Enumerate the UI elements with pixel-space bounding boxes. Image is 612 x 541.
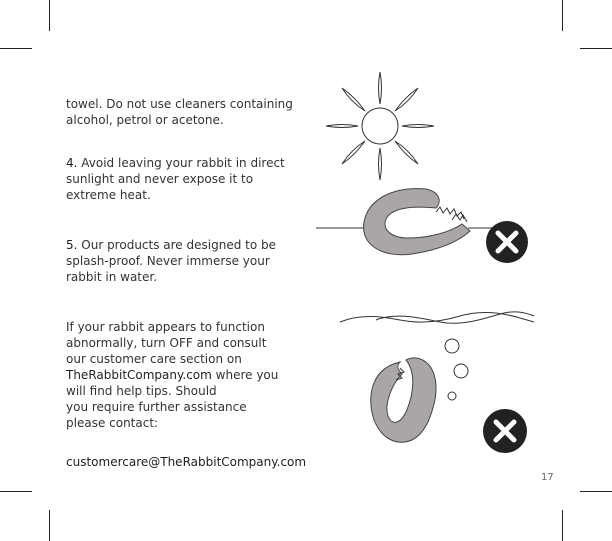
contact-email[interactable]: customercare@TheRabbitCompany.com	[66, 455, 307, 469]
crop-mark	[0, 491, 32, 492]
water-warning-line: splash-proof. Never immerse your	[66, 254, 270, 268]
water-warning-line	[66, 237, 276, 253]
sunlight-warning-text: Avoid leaving your rabbit in direct	[77, 156, 285, 170]
crop-mark	[49, 0, 50, 31]
support-text-line	[66, 367, 278, 383]
care-text-line: towel. Do not use cleaners containing	[66, 97, 293, 111]
support-text-line: If your rabbit appears to function	[66, 320, 265, 334]
crop-mark	[562, 0, 563, 31]
support-text-line: you require further assistance	[66, 400, 247, 414]
water-warning-line: rabbit in water.	[66, 270, 158, 284]
crop-mark	[562, 510, 563, 541]
crop-mark	[0, 48, 32, 49]
sunlight-warning-line	[66, 155, 285, 171]
care-text-line: alcohol, petrol or acetone.	[66, 113, 224, 127]
step-number: 5.	[66, 238, 78, 252]
page-number: 17	[541, 472, 554, 483]
website-link[interactable]: TheRabbitCompany.com	[66, 368, 212, 382]
support-text-line: please contact:	[66, 416, 159, 430]
water-warning-text: Our products are designed to be	[77, 238, 276, 252]
crop-mark	[580, 48, 612, 49]
support-text-line: abnormally, turn OFF and consult	[66, 336, 267, 350]
crop-mark	[49, 510, 50, 541]
crop-mark	[580, 491, 612, 492]
support-text: where you	[211, 368, 279, 382]
support-text-line: our customer care section on	[66, 352, 242, 366]
step-number: 4.	[66, 156, 78, 170]
sunlight-warning-line: sunlight and never expose it to	[66, 172, 254, 186]
sunlight-warning-line: extreme heat.	[66, 188, 151, 202]
support-text-line: will find help tips. Should	[66, 384, 217, 398]
